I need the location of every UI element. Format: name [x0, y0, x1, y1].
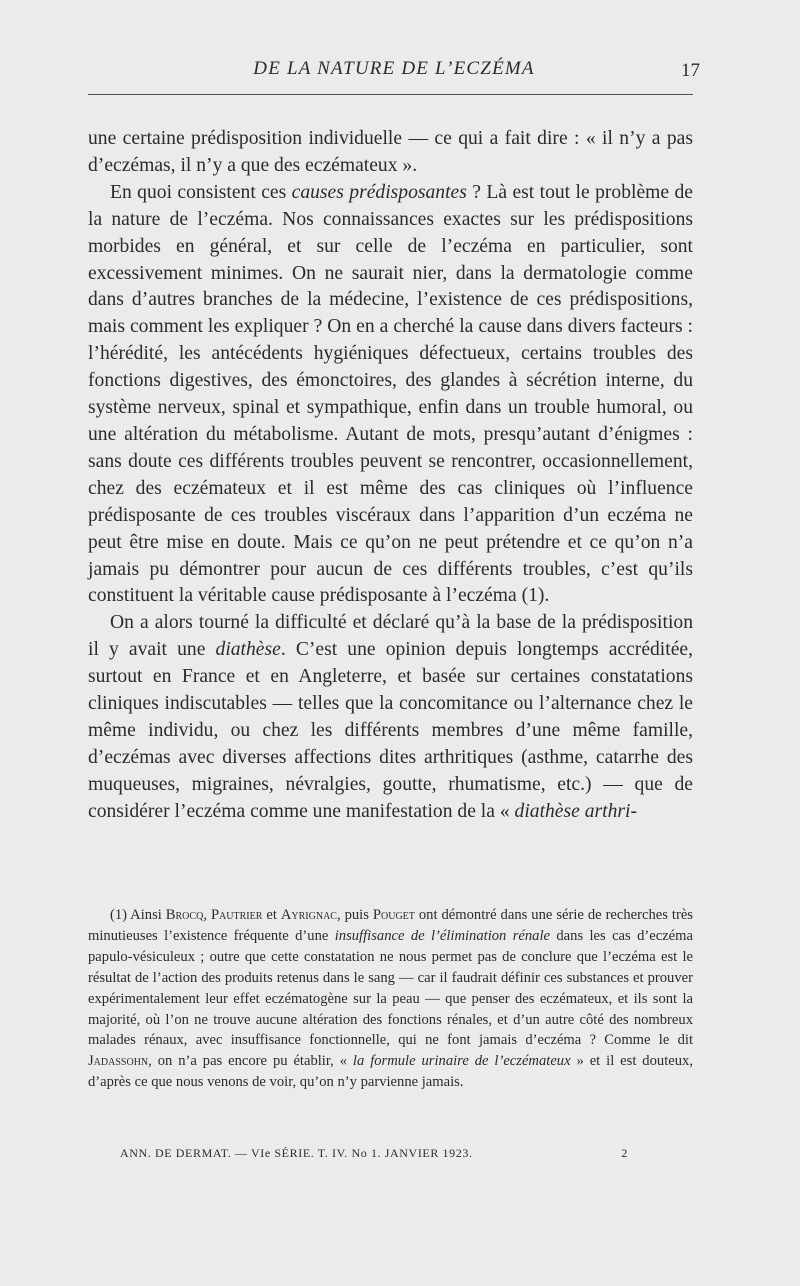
running-head — [88, 56, 700, 88]
author-ayrignac: Ayrignac — [280, 907, 337, 923]
footnote-text-6: » et il est douteux, d’après ce que nous venons de voir, qu’on n’y parvienne jamais. — [88, 1053, 693, 1091]
paragraph-3-start: On a alors tourné la difficulté et déclaré qu’à la base de la prédisposition il y avait une — [88, 612, 693, 661]
author-pautrier: Pautrier — [210, 907, 263, 923]
paragraph-2-emphasis: causes prédisposantes — [291, 181, 467, 203]
paragraph-1 — [88, 126, 693, 180]
header-rule — [88, 94, 693, 95]
paragraph-3-mid: . C’est une opinion depuis longtemps accréditée, surtout en France et en Angleterre, et basée sur certaines constatations cliniques indiscutables — telles que la concomitance ou l’alternance chez le même individu, ou chez les différents membres d’une même famille, d’eczémas avec diverses affections dites arthritiques (asthme, catarrhe des muqueuses, migraines, névralgies, goutte, rhumatisme, etc.) — que de considérer l’eczéma comme une manifestation de la « — [88, 639, 693, 822]
footnote-text-5: , on n’a pas encore pu établir, « — [148, 1053, 353, 1070]
footnote-sep: , — [203, 907, 211, 923]
running-title: DE LA NATURE DE L’ECZÉMA — [253, 58, 535, 79]
paragraph-3-emphasis-2: diathèse arthri- — [514, 800, 637, 822]
paragraph-2 — [88, 180, 693, 611]
footnote-emphasis-2: la formule urinaire de l’eczémateux — [352, 1053, 571, 1070]
paragraph-3 — [88, 610, 693, 825]
journal-citation: ANN. DE DERMAT. — VIe SÉRIE. T. IV. No 1. JANVIER 1923. — [120, 1146, 473, 1160]
footnote-1 — [88, 905, 693, 1093]
paragraph-3-emphasis: diathèse — [215, 639, 281, 661]
author-pouget: Pouget — [372, 907, 415, 923]
author-jadassohn: Jadassohn — [88, 1053, 149, 1070]
author-brocq: Brocq — [165, 907, 204, 923]
body-text — [88, 126, 693, 826]
footnote-emphasis-1: insuffisance de l’élimination rénale — [334, 927, 551, 944]
page-footer — [120, 1146, 670, 1161]
footnote-text-2: , puis — [336, 907, 373, 923]
paragraph-1-text: une certaine prédisposition individuelle — ce qui a fait dire : « il n’y a pas d’eczémas, il n’y a que des eczémateux ». — [88, 128, 693, 176]
signature-mark: 2 — [621, 1146, 628, 1160]
footnote — [88, 905, 693, 1093]
paragraph-2-start: En quoi consistent ces — [110, 181, 292, 203]
paragraph-2-rest: ? Là est tout le problème de la nature de l’eczéma. Nos connaissances exactes sur les prédispositions morbides en général, et sur celle de l’eczéma en particulier, sont excessivement minimes. On ne saurait nier, dans la dermatologie comme dans d’autres branches de la médecine, l’existence de ces prédispositions, mais comment les expliquer ? On en a cherché la cause dans divers facteurs : l’hérédité, les antécédents hygiéniques défectueux, certains troubles des fonctions digestives, des émonctoires, des glandes à sécrétion interne, du système nerveux, spinal et sympathique, enfin dans un trouble humoral, ou une altération du métabolisme. Autant de mots, presqu’autant d’énigmes : sans doute ces différents troubles peuvent se rencontrer, occasionnellement, chez des eczémateux et il est même des cas cliniques où l’influence prédisposante de ces troubles viscéraux dans l’apparition d’un eczéma ne peut être mise en doute. Mais ce qu’on ne peut prétendre et ce qu’on n’a jamais pu démontrer pour aucun de ces différents troubles, c’est qu’ils constituent la véritable cause prédisposante à l’eczéma (1). — [88, 181, 693, 607]
footnote-text-4: dans les cas d’eczéma papulo-vésiculeux ; outre que cette constatation ne nous permet pas de conclure que l’eczéma est le résultat de l’action des produits retenus dans le sang — car il faudrait définir ces substances et prouver expérimentalement leur effet eczématogène sur la peau — que penser des eczémateux, et ils sont la majorité, où l’on ne trouve aucune altération des fonctions rénales, et d’un autre côté des nombreux malades rénaux, avec insuffisance fonctionnelle, qui ne font jamais d’eczéma ? Comme le dit — [88, 927, 693, 1049]
footnote-et: et — [262, 907, 281, 923]
page-number: 17 — [681, 60, 700, 81]
footnote-text-3: ont démontré dans une série de recherches très minutieuses l’existence fréquente d’une — [88, 907, 693, 944]
footnote-marker: (1) Ainsi — [110, 907, 166, 923]
